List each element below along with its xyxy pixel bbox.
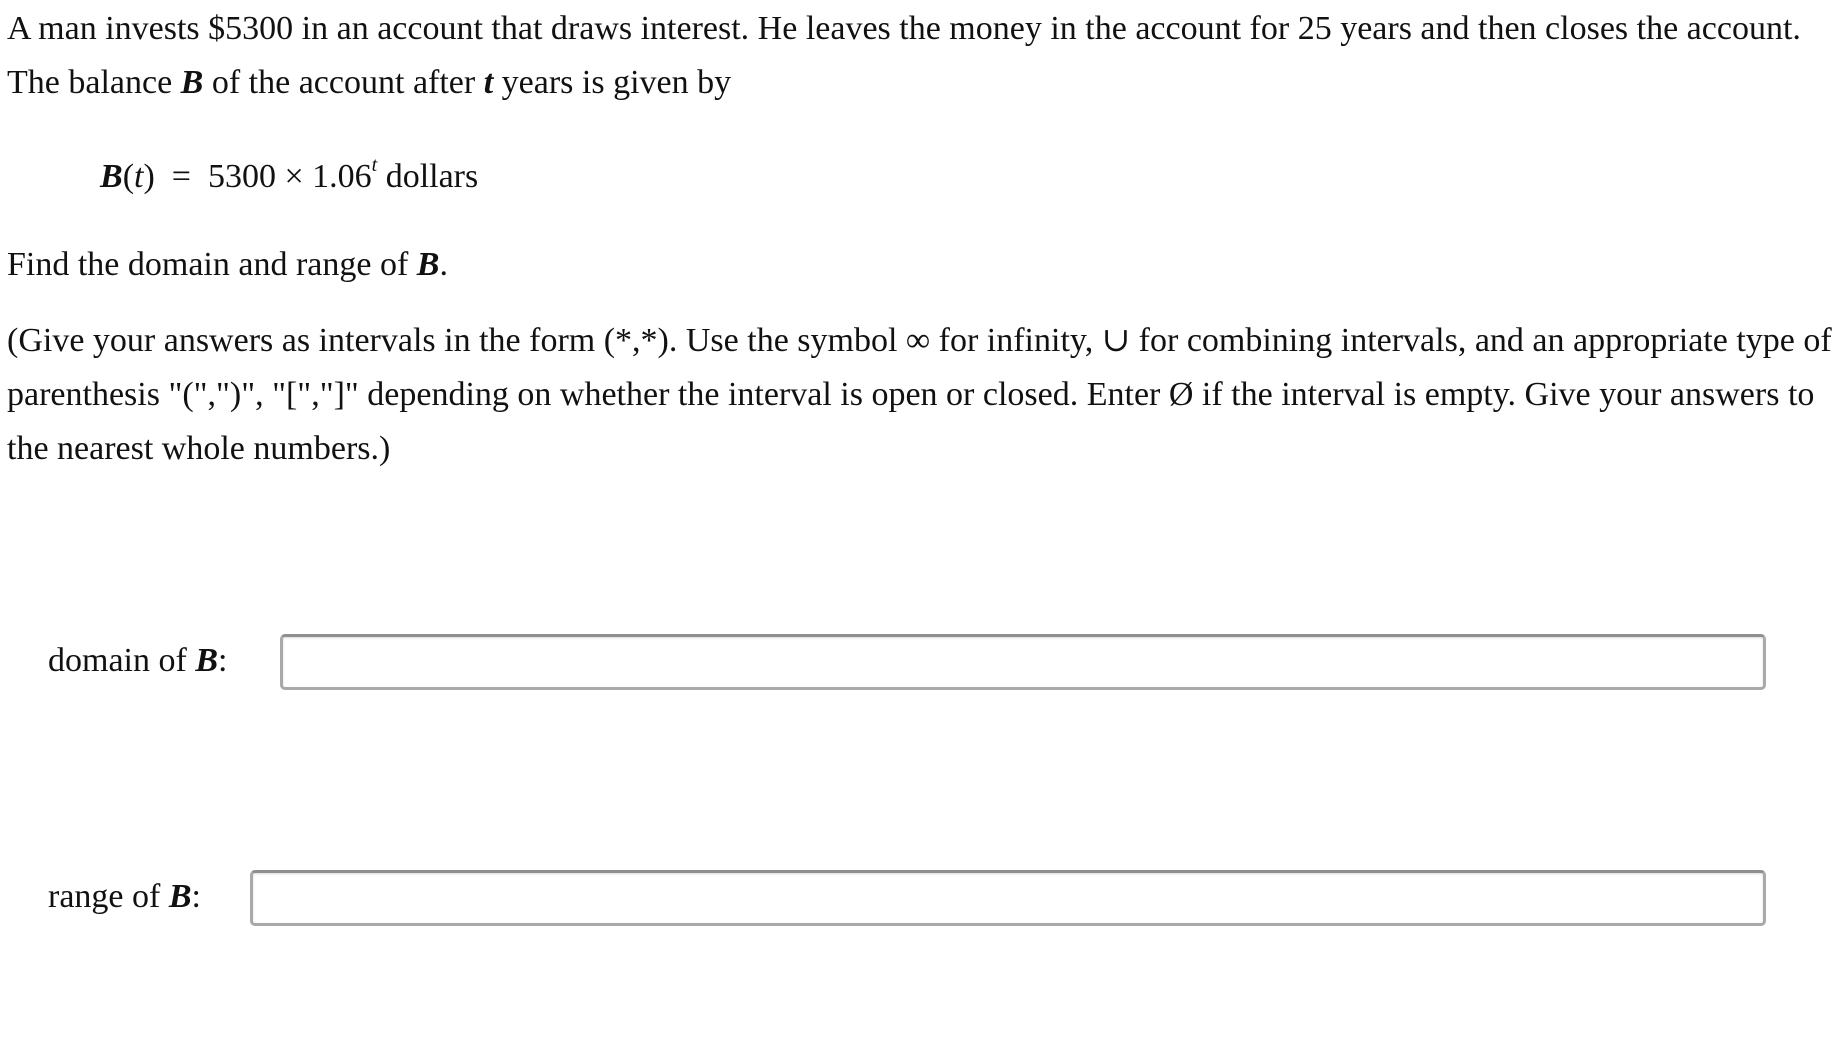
range-label-colon: : [191, 878, 201, 915]
range-row [48, 870, 201, 924]
domain-input[interactable] [280, 634, 1766, 690]
intro-var-b: B [180, 64, 204, 101]
find-text: Find the domain and range of [7, 246, 417, 283]
domain-label-text: domain of [48, 642, 196, 679]
domain-label [48, 634, 227, 688]
formula-unit: dollars [377, 158, 479, 195]
intro-var-t: t [483, 64, 494, 101]
formula-exponent: t [371, 154, 378, 176]
intro-text-1: A man invests $5300 in an account that draws interest. He leaves the money in the account for 25 years and then closes the account. The balance [7, 10, 1801, 101]
balance-formula [100, 150, 478, 208]
range-input[interactable] [250, 870, 1766, 926]
find-prompt [7, 238, 448, 292]
range-label-var: B [168, 878, 192, 915]
range-label [48, 870, 201, 924]
intro-text-3: years is given by [493, 64, 732, 101]
formula-var-b: B [100, 158, 123, 195]
problem-intro [7, 2, 1827, 110]
range-label-text: range of [48, 878, 169, 915]
domain-label-var: B [195, 642, 218, 679]
find-var-b: B [416, 246, 440, 283]
formula-rhs: ) = 5300 × 1.06 [143, 158, 372, 195]
domain-row [48, 634, 227, 688]
domain-label-colon: : [218, 642, 228, 679]
intro-text-2: of the account after [203, 64, 484, 101]
formula-paren-open: ( [122, 158, 135, 195]
find-end: . [439, 246, 448, 283]
answer-instructions: (Give your answers as intervals in the form (*,*). Use the symbol ∞ for infinity, ∪ for combining intervals, and an appropriate type of parenthesis "(",")", "[","]" depending on whether the interval is open or closed. Enter Ø if the interval is empty. Give your answers to the nearest whole numbers.) [7, 322, 1832, 467]
formula-var-t: t [134, 158, 144, 195]
